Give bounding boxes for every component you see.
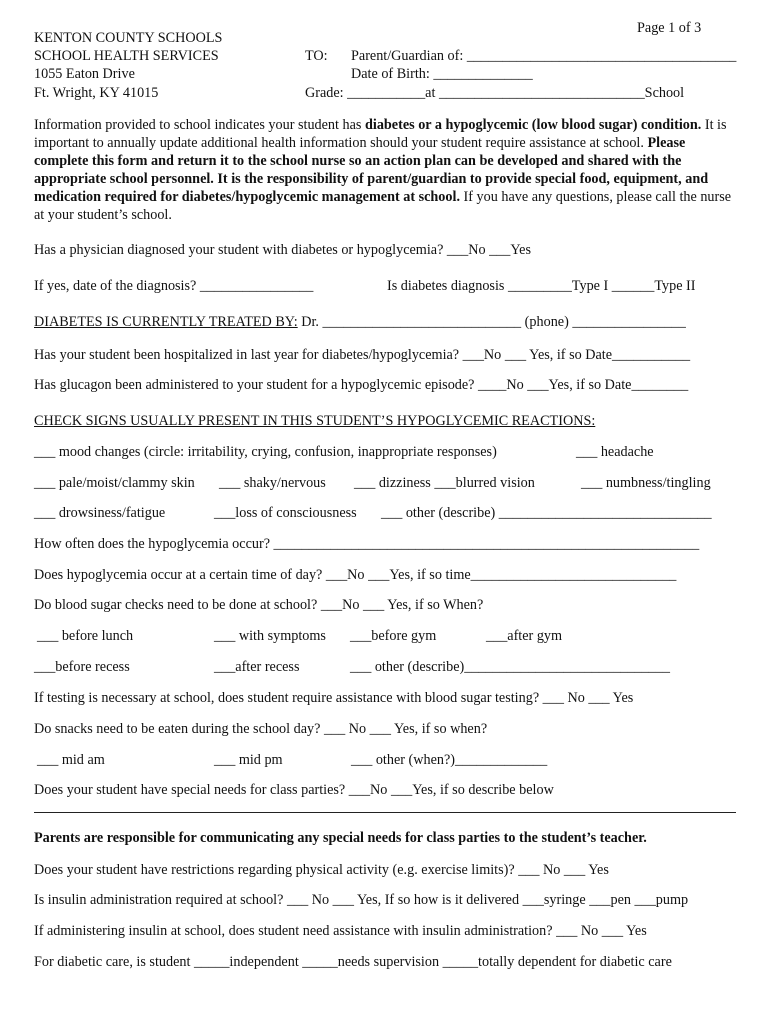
check-before-recess[interactable]: ___before recess [34, 659, 130, 675]
question-insulin-assistance[interactable]: If administering insulin at school, does student need assistance with insulin administration? ___ No ___ Yes [34, 923, 647, 939]
sign-pale-skin[interactable]: ___ pale/moist/clammy skin [34, 475, 195, 491]
intro-paragraph: Information provided to school indicates your student has diabetes or a hypoglycemic (low blood sugar) condition. It is important to annually update additional health information should your student require assistance at school. Please complete this form and return it to the school nurse so an action plan can be developed and shared with the appropriate school personnel. It is the responsibility of parent/guardian to provide special food, equipment, and medication required for diabetes/hypoglycemic management at school. If you have any questions, please call the nurse at your student’s school. [34, 117, 732, 223]
question-assist-testing[interactable]: If testing is necessary at school, does student require assistance with blood sugar testing? ___ No ___ Yes [34, 690, 634, 706]
check-after-gym[interactable]: ___after gym [486, 628, 563, 644]
sign-dizziness-blurred-vision[interactable]: ___ dizziness ___blurred vision [354, 475, 535, 491]
treated-by-field[interactable]: DIABETES IS CURRENTLY TREATED BY: Dr. ____________________________ (phone) ________________ [34, 314, 686, 330]
question-diabetic-care-level[interactable]: For diabetic care, is student _____independent _____needs supervision _____totally dependent for diabetic care [34, 954, 672, 970]
snack-mid-am[interactable]: ___ mid am [37, 752, 105, 768]
check-after-recess[interactable]: ___after recess [214, 659, 300, 675]
question-diagnosed[interactable]: Has a physician diagnosed your student with diabetes or hypoglycemia? ___No ___Yes [34, 242, 532, 258]
sign-drowsiness[interactable]: ___ drowsiness/fatigue [34, 505, 166, 521]
signs-heading: CHECK SIGNS USUALLY PRESENT IN THIS STUDENT’S HYPOGLYCEMIC REACTIONS: [34, 413, 596, 429]
question-diagnosis-date[interactable]: If yes, date of the diagnosis? ________________ [34, 278, 314, 294]
sign-mood-changes[interactable]: ___ mood changes (circle: irritability, crying, confusion, inappropriate responses) [34, 444, 497, 460]
parties-note: Parents are responsible for communicating any special needs for class parties to the student’s teacher. [34, 830, 647, 846]
snack-mid-pm[interactable]: ___ mid pm [214, 752, 283, 768]
question-diabetes-type[interactable]: Is diabetes diagnosis _________Type I ______Type II [387, 278, 696, 294]
sign-headache[interactable]: ___ headache [576, 444, 654, 460]
page-number: Page 1 of 3 [637, 20, 702, 36]
check-with-symptoms[interactable]: ___ with symptoms [214, 628, 326, 644]
org-department: SCHOOL HEALTH SERVICES [34, 48, 219, 64]
snack-other[interactable]: ___ other (when?)_____________ [351, 752, 548, 768]
question-time-of-day[interactable]: Does hypoglycemia occur at a certain time of day? ___No ___Yes, if so time_____________________________ [34, 567, 677, 583]
parties-describe-line[interactable] [34, 812, 736, 813]
grade-school-field[interactable]: Grade: ___________at _____________________________School [305, 85, 685, 101]
question-glucagon[interactable]: Has glucagon been administered to your student for a hypoglycemic episode? ____No ___Yes, if so Date________ [34, 377, 689, 393]
question-hospitalized[interactable]: Has your student been hospitalized in last year for diabetes/hypoglycemia? ___No ___ Yes, if so Date___________ [34, 347, 691, 363]
org-address-street: 1055 Eaton Drive [34, 66, 135, 82]
check-before-lunch[interactable]: ___ before lunch [37, 628, 134, 644]
sign-shaky[interactable]: ___ shaky/nervous [219, 475, 326, 491]
org-address-city: Ft. Wright, KY 41015 [34, 85, 159, 101]
sign-other[interactable]: ___ other (describe) ______________________________ [381, 505, 712, 521]
question-insulin-delivery[interactable]: Is insulin administration required at school? ___ No ___ Yes, If so how is it delivered ___syringe ___pen ___pump [34, 892, 689, 908]
org-name: KENTON COUNTY SCHOOLS [34, 30, 223, 46]
sign-numbness[interactable]: ___ numbness/tingling [581, 475, 711, 491]
date-of-birth-field[interactable]: Date of Birth: ______________ [351, 66, 533, 82]
question-physical-activity[interactable]: Does your student have restrictions regarding physical activity (e.g. exercise limits)? ___ No ___ Yes [34, 862, 609, 878]
treated-by-label: DIABETES IS CURRENTLY TREATED BY: [34, 314, 298, 330]
to-label: TO: [305, 48, 328, 64]
check-other[interactable]: ___ other (describe)_____________________________ [350, 659, 670, 675]
check-before-gym[interactable]: ___before gym [350, 628, 437, 644]
question-how-often[interactable]: How often does the hypoglycemia occur? ____________________________________________________________ [34, 536, 700, 552]
parent-guardian-field[interactable]: Parent/Guardian of: ______________________________________ [351, 48, 737, 64]
question-snacks[interactable]: Do snacks need to be eaten during the school day? ___ No ___ Yes, if so when? [34, 721, 488, 737]
question-blood-sugar-checks[interactable]: Do blood sugar checks need to be done at school? ___No ___ Yes, if so When? [34, 597, 484, 613]
question-class-parties[interactable]: Does your student have special needs for class parties? ___No ___Yes, if so describe below [34, 782, 554, 798]
sign-loss-of-consciousness[interactable]: ___loss of consciousness [214, 505, 357, 521]
